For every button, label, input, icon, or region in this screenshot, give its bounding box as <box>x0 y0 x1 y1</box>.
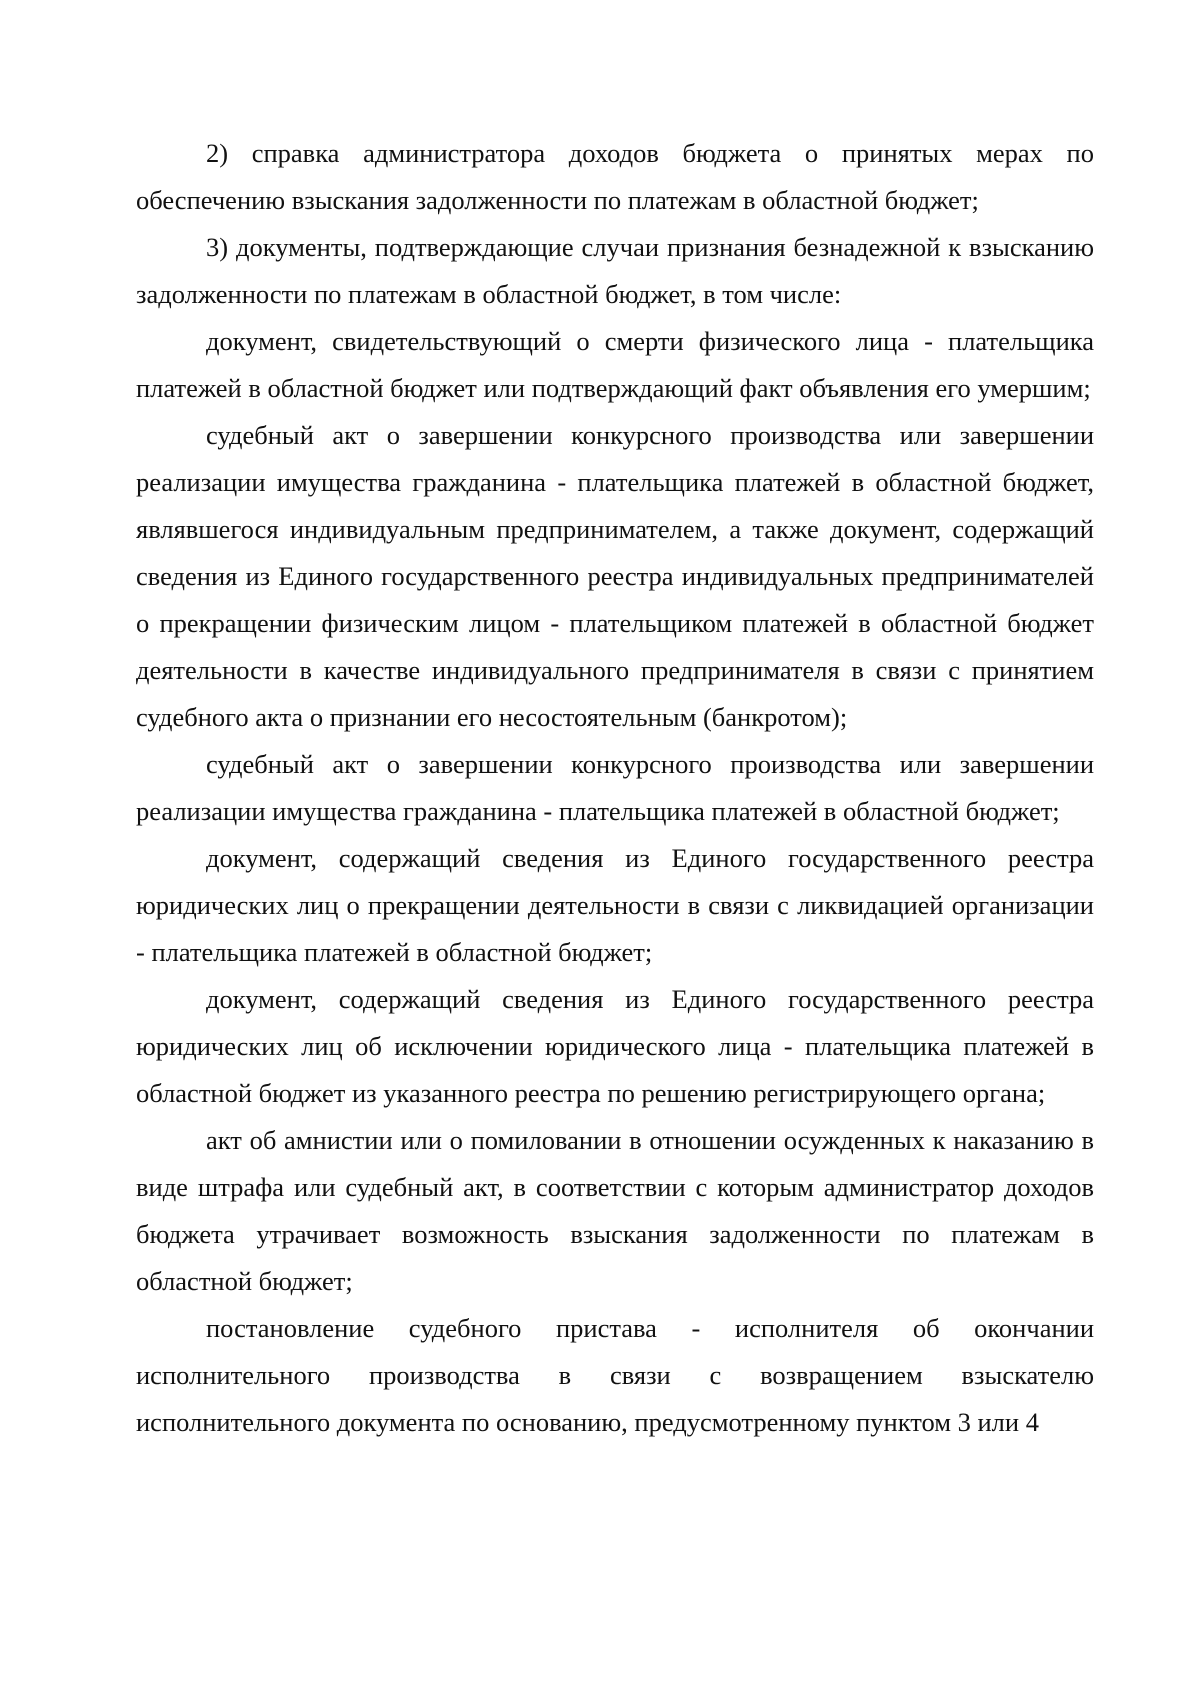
paragraph-liquidation: документ, содержащий сведения из Единого государственного реестра юридических лиц о прекращении деятельности в связи с ликвидацией организации - плательщика платежей в областной бюджет; <box>136 843 1094 967</box>
document-body <box>136 130 1094 1446</box>
paragraph-item-2-reference: 2) справка администратора доходов бюджета о принятых мерах по обеспечению взыскания задолженности по платежам в областной бюджет; <box>136 138 1094 215</box>
paragraph-amnesty: акт об амнистии или о помиловании в отношении осужденных к наказанию в виде штрафа или судебный акт, в соответствии с которым администратор доходов бюджета утрачивает возможность взыскания задолженности по платежам в областной бюджет; <box>136 1125 1094 1296</box>
paragraph-exclusion-from-register: документ, содержащий сведения из Единого государственного реестра юридических лиц об исключении юридического лица - плательщика платежей в областной бюджет из указанного реестра по решению регистрирующего органа; <box>136 984 1094 1108</box>
paragraph-bankruptcy-entrepreneur: судебный акт о завершении конкурсного производства или завершении реализации имущества гражданина - плательщика платежей в областной бюджет, являвшегося индивидуальным предпринимателем, а также документ, содержащий сведения из Единого государственного реестра индивидуальных предпринимателей о прекращении физическим лицом - плательщиком платежей в областной бюджет деятельности в качестве индивидуального предпринимателя в связи с принятием судебного акта о признании его несостоятельным (банкротом); <box>136 420 1094 732</box>
paragraph-bankruptcy-citizen: судебный акт о завершении конкурсного производства или завершении реализации имущества гражданина - плательщика платежей в областной бюджет; <box>136 749 1094 826</box>
paragraph-item-3-documents: 3) документы, подтверждающие случаи признания безнадежной к взысканию задолженности по платежам в областной бюджет, в том числе: <box>136 232 1094 309</box>
paragraph-bailiff-resolution: постановление судебного пристава - исполнителя об окончании исполнительного производства в связи с возвращением взыскателю исполнительного документа по основанию, предусмотренному пунктом 3 или 4 <box>136 1313 1094 1437</box>
paragraph-death-document: документ, свидетельствующий о смерти физического лица - плательщика платежей в областной бюджет или подтверждающий факт объявления его умершим; <box>136 326 1094 403</box>
